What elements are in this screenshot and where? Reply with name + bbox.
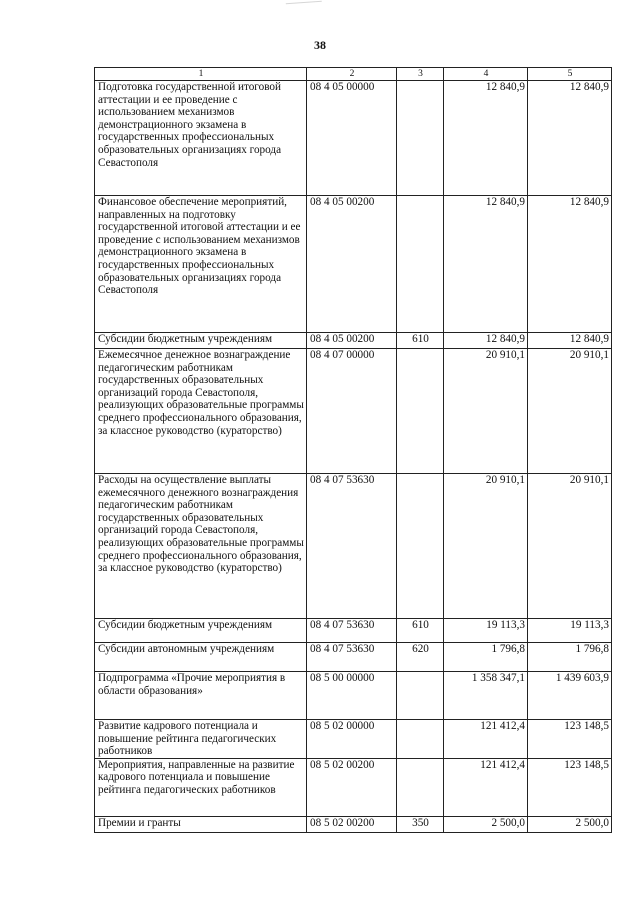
row-amount-2-cell: 123 148,5	[528, 720, 612, 759]
row-name-cell: Субсидии бюджетным учреждениям	[95, 333, 307, 349]
row-type-cell: 610	[397, 333, 444, 349]
row-type-cell	[397, 474, 444, 619]
row-amount-1-cell: 2 500,0	[444, 816, 528, 832]
table-row	[95, 672, 612, 720]
scan-artifact	[286, 1, 322, 10]
row-amount-1-cell: 12 840,9	[444, 196, 528, 333]
budget-table	[94, 67, 612, 833]
row-type-cell	[397, 196, 444, 333]
row-amount-1-cell: 121 412,4	[444, 720, 528, 759]
table-row	[95, 474, 612, 619]
row-code-cell: 08 5 02 00200	[307, 816, 397, 832]
row-amount-1-cell: 1 358 347,1	[444, 672, 528, 720]
table-header-row	[95, 68, 612, 81]
row-code-cell: 08 4 05 00200	[307, 196, 397, 333]
table-row	[95, 720, 612, 759]
row-amount-1-cell: 121 412,4	[444, 758, 528, 816]
header-col-3: 3	[397, 68, 444, 81]
row-code-cell: 08 4 07 53630	[307, 619, 397, 643]
row-name-cell: Субсидии автономным учреждениям	[95, 643, 307, 672]
row-name-cell: Расходы на осуществление выплаты ежемесячного денежного вознаграждения педагогическим работникам государственных образовательных организаций города Севастополя, реализующих образовательные программы среднего профессионального образования, за классное руководство (кураторство)	[95, 474, 307, 619]
row-type-cell	[397, 758, 444, 816]
row-amount-2-cell: 20 910,1	[528, 349, 612, 474]
row-amount-1-cell: 20 910,1	[444, 349, 528, 474]
table-row	[95, 81, 612, 196]
table-row	[95, 816, 612, 832]
row-amount-2-cell: 20 910,1	[528, 474, 612, 619]
row-code-cell: 08 4 07 00000	[307, 349, 397, 474]
row-code-cell: 08 4 07 53630	[307, 643, 397, 672]
table-row	[95, 196, 612, 333]
row-amount-2-cell: 1 796,8	[528, 643, 612, 672]
row-type-cell	[397, 81, 444, 196]
page-number: 38	[314, 38, 326, 52]
row-name-cell: Подпрограмма «Прочие мероприятия в области образования»	[95, 672, 307, 720]
row-amount-1-cell: 12 840,9	[444, 81, 528, 196]
row-name-cell: Ежемесячное денежное вознаграждение педагогическим работникам государственных образовательных организаций города Севастополя, реализующих образовательные программы среднего профессионального образования, за классное руководство (кураторство)	[95, 349, 307, 474]
row-name-cell: Мероприятия, направленные на развитие кадрового потенциала и повышение рейтинга педагогических работников	[95, 758, 307, 816]
row-amount-1-cell: 12 840,9	[444, 333, 528, 349]
row-name-cell: Субсидии бюджетным учреждениям	[95, 619, 307, 643]
row-type-cell	[397, 349, 444, 474]
row-amount-1-cell: 19 113,3	[444, 619, 528, 643]
table-row	[95, 333, 612, 349]
row-name-cell: Финансовое обеспечение мероприятий, направленных на подготовку государственной итоговой аттестации и ее проведение с использованием механизмов демонстрационного экзамена в государственных профессиональных образовательных организациях города Севастополя	[95, 196, 307, 333]
row-code-cell: 08 4 05 00200	[307, 333, 397, 349]
row-amount-2-cell: 123 148,5	[528, 758, 612, 816]
table-row	[95, 758, 612, 816]
header-col-4: 4	[444, 68, 528, 81]
row-type-cell: 350	[397, 816, 444, 832]
row-type-cell: 610	[397, 619, 444, 643]
row-amount-2-cell: 1 439 603,9	[528, 672, 612, 720]
table-row	[95, 349, 612, 474]
row-amount-2-cell: 19 113,3	[528, 619, 612, 643]
row-type-cell	[397, 672, 444, 720]
table-row	[95, 643, 612, 672]
header-col-5: 5	[528, 68, 612, 81]
row-amount-2-cell: 12 840,9	[528, 81, 612, 196]
row-type-cell: 620	[397, 643, 444, 672]
row-amount-2-cell: 2 500,0	[528, 816, 612, 832]
row-name-cell: Подготовка государственной итоговой аттестации и ее проведение с использованием механизмов демонстрационного экзамена в государственных профессиональных образовательных организациях города Севастополя	[95, 81, 307, 196]
row-amount-2-cell: 12 840,9	[528, 333, 612, 349]
row-code-cell: 08 5 00 00000	[307, 672, 397, 720]
row-name-cell: Премии и гранты	[95, 816, 307, 832]
row-name-cell: Развитие кадрового потенциала и повышение рейтинга педагогических работников	[95, 720, 307, 759]
row-type-cell	[397, 720, 444, 759]
header-col-1: 1	[95, 68, 307, 81]
row-code-cell: 08 5 02 00200	[307, 758, 397, 816]
header-col-2: 2	[307, 68, 397, 81]
row-code-cell: 08 4 07 53630	[307, 474, 397, 619]
row-amount-2-cell: 12 840,9	[528, 196, 612, 333]
row-code-cell: 08 4 05 00000	[307, 81, 397, 196]
table-row	[95, 619, 612, 643]
row-amount-1-cell: 1 796,8	[444, 643, 528, 672]
row-amount-1-cell: 20 910,1	[444, 474, 528, 619]
row-code-cell: 08 5 02 00000	[307, 720, 397, 759]
